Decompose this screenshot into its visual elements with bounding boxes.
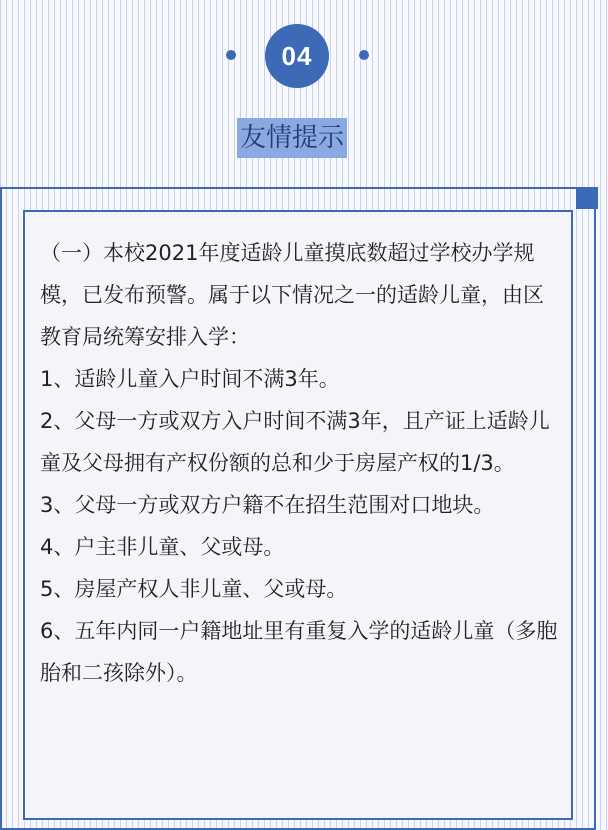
section-title: 友情提示 — [237, 118, 347, 158]
intro-paragraph: （一）本校2021年度适龄儿童摸底数超过学校办学规模，已发布预警。属于以下情况之一的适龄儿童，由区教育局统筹安排入学： — [40, 241, 544, 349]
list-item: 2、父母一方或双方入户时间不满3年，且产证上适龄儿童及父母拥有产权份额的总和少于房屋产权的1/3。 — [40, 409, 550, 475]
list-item: 5、房屋产权人非儿童、父或母。 — [40, 577, 348, 601]
list-item: 6、五年内同一户籍地址里有重复入学的适龄儿童（多胞胎和二孩除外）。 — [40, 619, 558, 685]
right-dot — [359, 50, 369, 60]
notice-text — [40, 232, 560, 694]
left-dot — [226, 50, 236, 60]
corner-square — [576, 187, 598, 209]
list-item: 4、户主非儿童、父或母。 — [40, 535, 285, 559]
list-item: 3、父母一方或双方户籍不在招生范围对口地块。 — [40, 493, 495, 517]
section-number-badge: 04 — [265, 24, 329, 88]
list-item: 1、适龄儿童入户时间不满3年。 — [40, 367, 340, 391]
